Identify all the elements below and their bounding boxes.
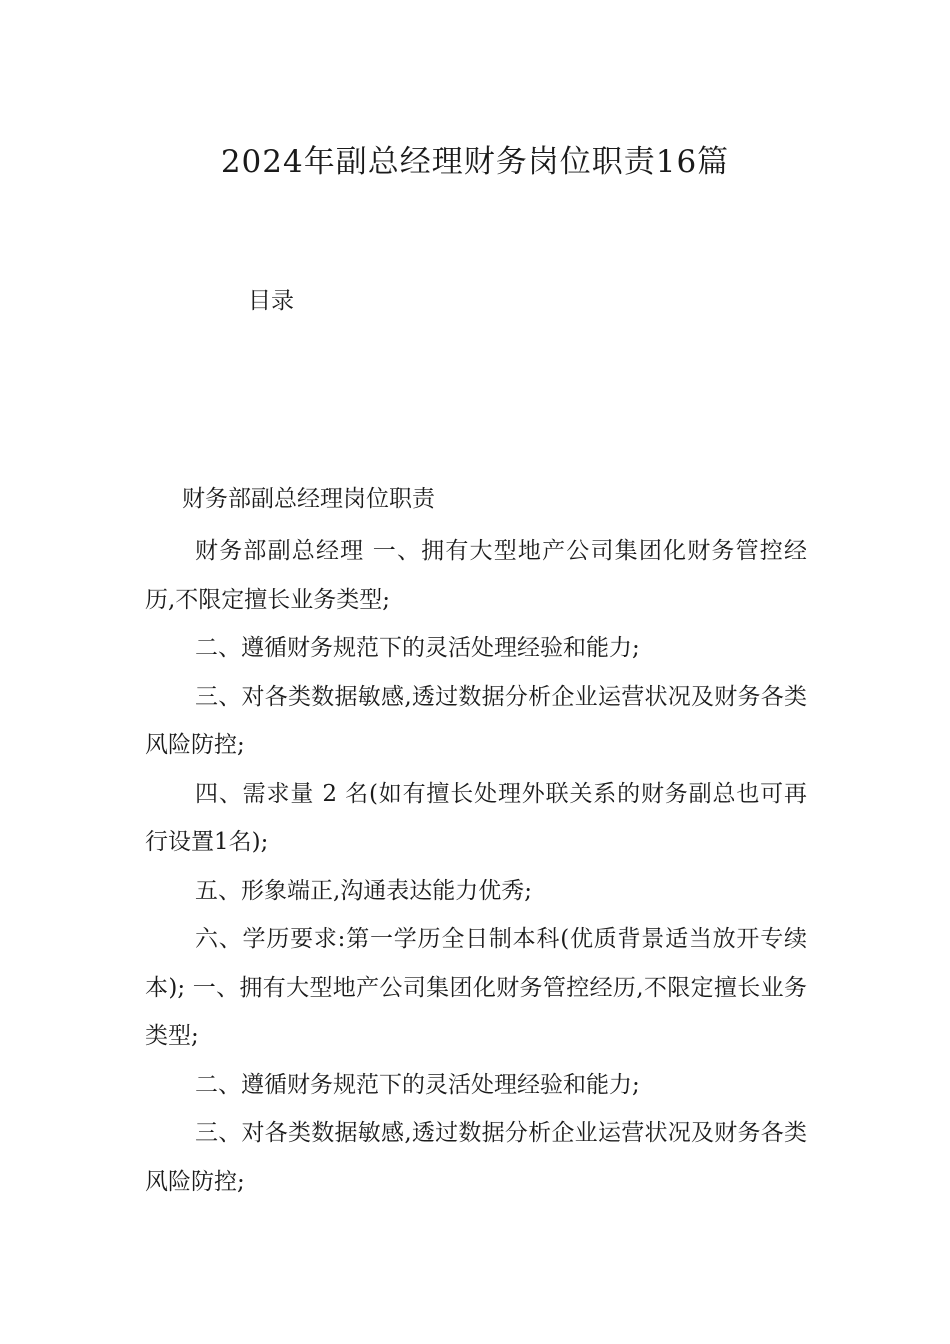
paragraph: 二、遵循财务规范下的灵活处理经验和能力; — [195, 635, 640, 661]
paragraph: 二、遵循财务规范下的灵活处理经验和能力; — [195, 1071, 640, 1098]
document-title: 2024年副总经理财务岗位职责16篇 — [220, 144, 730, 180]
section-heading: 财务部副总经理岗位职责 — [182, 486, 435, 512]
paragraph: 四、需求量 2 名(如有擅长处理外联关系的财务副总也可再行设置1名); — [145, 780, 807, 855]
document-body — [145, 527, 807, 1206]
paragraph: 三、对各类数据敏感,透过数据分析企业运营状况及财务各类风险防控; — [145, 683, 807, 758]
paragraph: 三、对各类数据敏感,透过数据分析企业运营状况及财务各类风险防控; — [145, 1120, 807, 1195]
paragraph: 六、学历要求:第一学历全日制本科(优质背景适当放开专续本); 一、拥有大型地产公司集团化财务管控经历,不限定擅长业务类型; — [145, 926, 807, 1049]
toc-label: 目录 — [248, 288, 294, 314]
paragraph: 五、形象端正,沟通表达能力优秀; — [195, 877, 533, 904]
paragraph: 财务部副总经理 一、拥有大型地产公司集团化财务管控经历,不限定擅长业务类型; — [145, 538, 807, 613]
